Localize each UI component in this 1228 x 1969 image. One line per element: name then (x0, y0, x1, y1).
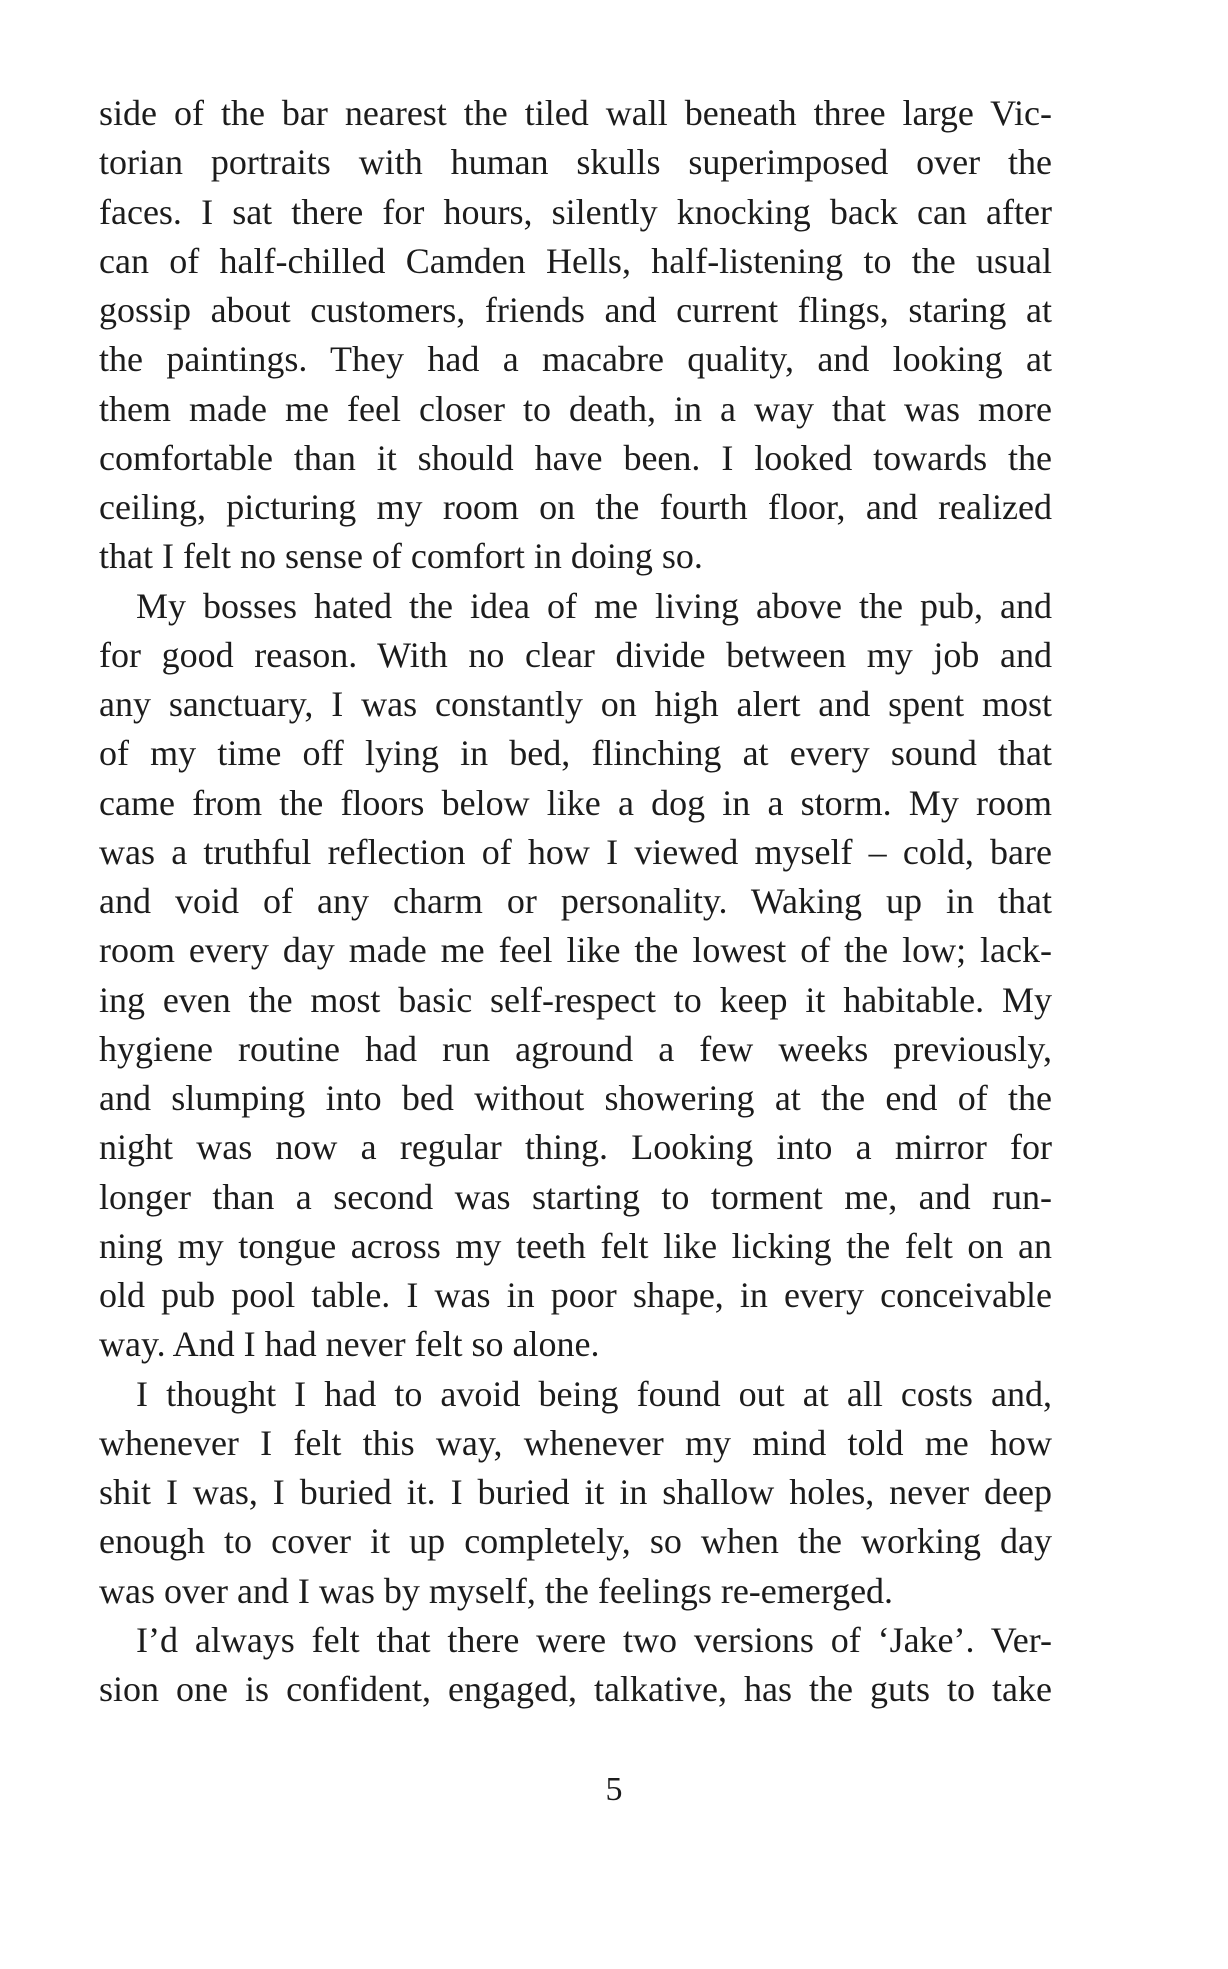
text-line: came from the floors below like a dog in a storm. My room (99, 782, 1052, 823)
text-line: that I felt no sense of comfort in doing so. (99, 536, 703, 577)
text-line: for good reason. With no clear divide between my job and (99, 634, 1052, 675)
paragraph (99, 1370, 1052, 1616)
text-line: whenever I felt this way, whenever my mind told me how (99, 1422, 1052, 1463)
text-line: room every day made me feel like the lowest of the low; lack- (99, 930, 1052, 971)
text-line: enough to cover it up completely, so when the working day (99, 1521, 1052, 1562)
text-line: torian portraits with human skulls superimposed over the (99, 142, 1052, 183)
text-line: old pub pool table. I was in poor shape, in every conceivable (99, 1275, 1052, 1315)
text-line: faces. I sat there for hours, silently knocking back can after (99, 191, 1052, 232)
text-line: the paintings. They had a macabre quality, and looking at (99, 339, 1052, 380)
paragraph (99, 1616, 1052, 1715)
text-line: ceiling, picturing my room on the fourth floor, and realized (99, 487, 1052, 527)
text-line: gossip about customers, friends and current flings, staring at (99, 290, 1052, 330)
text-line: comfortable than it should have been. I looked towards the (99, 437, 1052, 478)
text-line: was over and I was by myself, the feelings re-emerged. (99, 1570, 894, 1611)
text-line: can of half-chilled Camden Hells, half-listening to the usual (99, 240, 1052, 281)
text-line: and void of any charm or personality. Waking up in that (99, 881, 1052, 921)
text-line: them made me feel closer to death, in a way that was more (99, 388, 1052, 429)
text-line: ning my tongue across my teeth felt like licking the felt on an (99, 1225, 1052, 1266)
text-line: shit I was, I buried it. I buried it in shallow holes, never deep (99, 1472, 1052, 1512)
text-line: I’d always felt that there were two versions of ‘Jake’. Ver- (136, 1619, 1052, 1660)
body-text (99, 89, 1052, 1714)
text-line: side of the bar nearest the tiled wall beneath three large Vic- (99, 93, 1052, 133)
paragraph (99, 582, 1052, 1370)
text-line: of my time off lying in bed, flinching at every sound that (99, 733, 1052, 774)
text-line: longer than a second was starting to torment me, and run- (99, 1176, 1052, 1217)
text-line: any sanctuary, I was constantly on high alert and spent most (99, 684, 1052, 724)
text-line: was a truthful reflection of how I viewed myself – cold, bare (99, 831, 1052, 872)
text-line: ing even the most basic self-respect to keep it habitable. My (99, 979, 1052, 1020)
text-line: and slumping into bed without showering at the end of the (99, 1078, 1052, 1118)
text-line: sion one is confident, engaged, talkative, has the guts to take (99, 1669, 1052, 1709)
text-line: My bosses hated the idea of me living above the pub, and (136, 585, 1052, 626)
text-line: hygiene routine had run aground a few weeks previously, (99, 1028, 1052, 1069)
text-line: night was now a regular thing. Looking into a mirror for (99, 1127, 1052, 1168)
paragraph (99, 89, 1052, 582)
text-line: way. And I had never felt so alone. (99, 1324, 600, 1365)
page-number: 5 (605, 1771, 623, 1808)
text-line: I thought I had to avoid being found out at all costs and, (136, 1373, 1052, 1414)
